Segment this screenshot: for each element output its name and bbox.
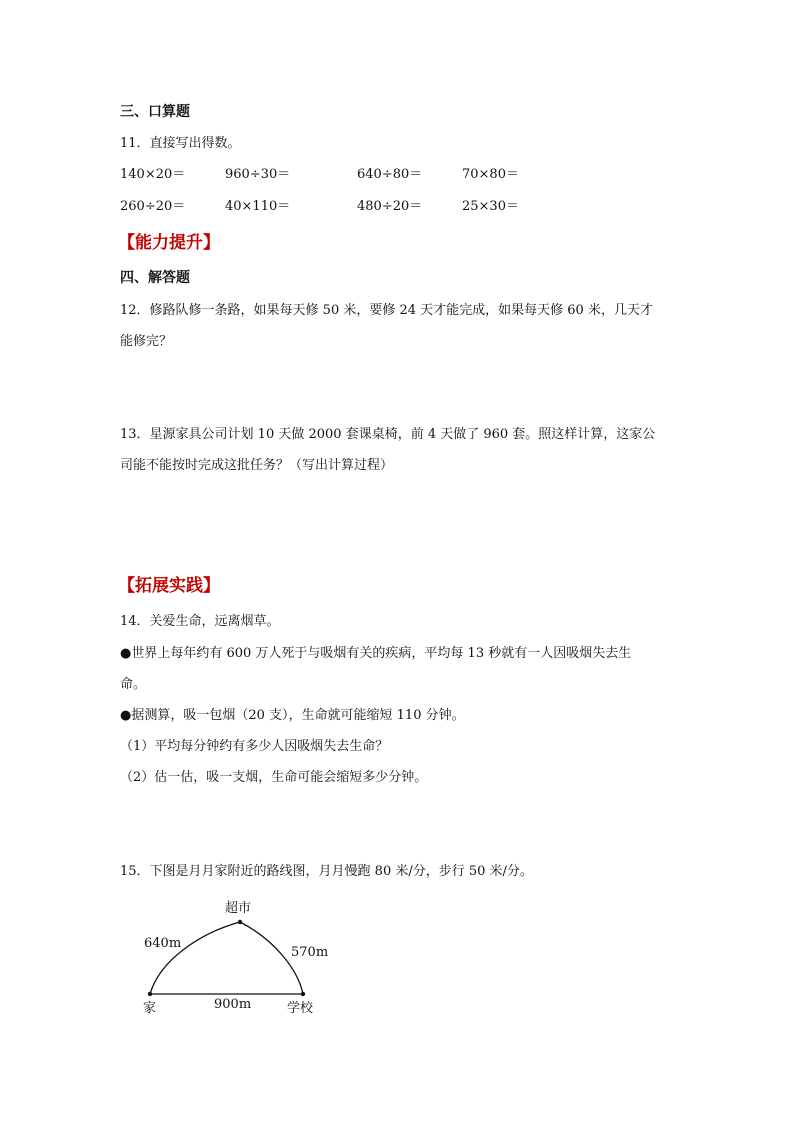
question-14-bullet-1-line-2: 命。 <box>120 677 147 692</box>
question-12-line-2: 能修完？ <box>120 334 173 349</box>
question-14-sub-2: （2）估一估，吸一支烟，生命可能会缩短多少分钟。 <box>120 770 428 785</box>
calc-item: 260÷20＝ <box>120 199 186 214</box>
question-14-bullet-1-line-1: ●世界上每年约有 600 万人死于与吸烟有关的疾病，平均每 13 秒就有一人因吸烟失去生 <box>120 646 632 661</box>
calc-item: 70×80＝ <box>462 167 519 182</box>
question-11: 11．直接写出得数。 <box>120 136 241 151</box>
question-13-line-1: 13．星源家具公司计划 10 天做 2000 套课桌椅，前 4 天做了 960 套。照这样计算，这家公 <box>120 427 656 442</box>
label-market-to-school: 570m <box>291 945 329 960</box>
school-point <box>301 992 305 996</box>
market-point <box>238 920 242 924</box>
label-school: 学校 <box>287 1001 314 1016</box>
question-13-line-2: 司能不能按时完成这批任务？（写出计算过程） <box>120 458 394 473</box>
question-14-sub-1: （1）平均每分钟约有多少人因吸烟失去生命？ <box>120 739 389 754</box>
label-home-to-school: 900m <box>214 997 252 1012</box>
calc-item: 40×110＝ <box>225 199 291 214</box>
calc-item: 960÷30＝ <box>225 167 291 182</box>
calc-item: 640÷80＝ <box>357 167 423 182</box>
question-12-line-1: 12．修路队修一条路，如果每天修 50 米，要修 24 天才能完成，如果每天修 60 米，几天才 <box>120 303 653 318</box>
calc-item: 25×30＝ <box>462 199 519 214</box>
calc-item: 480÷20＝ <box>357 199 423 214</box>
ability-title: 【能力提升】 <box>118 233 220 253</box>
label-home-to-market: 640m <box>144 936 182 951</box>
question-15: 15．下图是月月家附近的路线图，月月慢跑 80 米/分，步行 50 米/分。 <box>120 864 533 879</box>
section-heading-4: 四、解答题 <box>120 270 190 286</box>
route-home-to-market <box>150 922 240 994</box>
label-home: 家 <box>143 1001 157 1016</box>
label-supermarket: 超市 <box>225 901 252 916</box>
question-14-intro: 14．关爱生命，远离烟草。 <box>120 614 280 629</box>
extension-title: 【拓展实践】 <box>118 576 220 596</box>
section-heading-3: 三、口算题 <box>120 104 190 120</box>
question-14-bullet-2: ●据测算，吸一包烟（20 支），生命就可能缩短 110 分钟。 <box>120 708 465 723</box>
calc-item: 140×20＝ <box>120 167 186 182</box>
home-point <box>148 992 152 996</box>
